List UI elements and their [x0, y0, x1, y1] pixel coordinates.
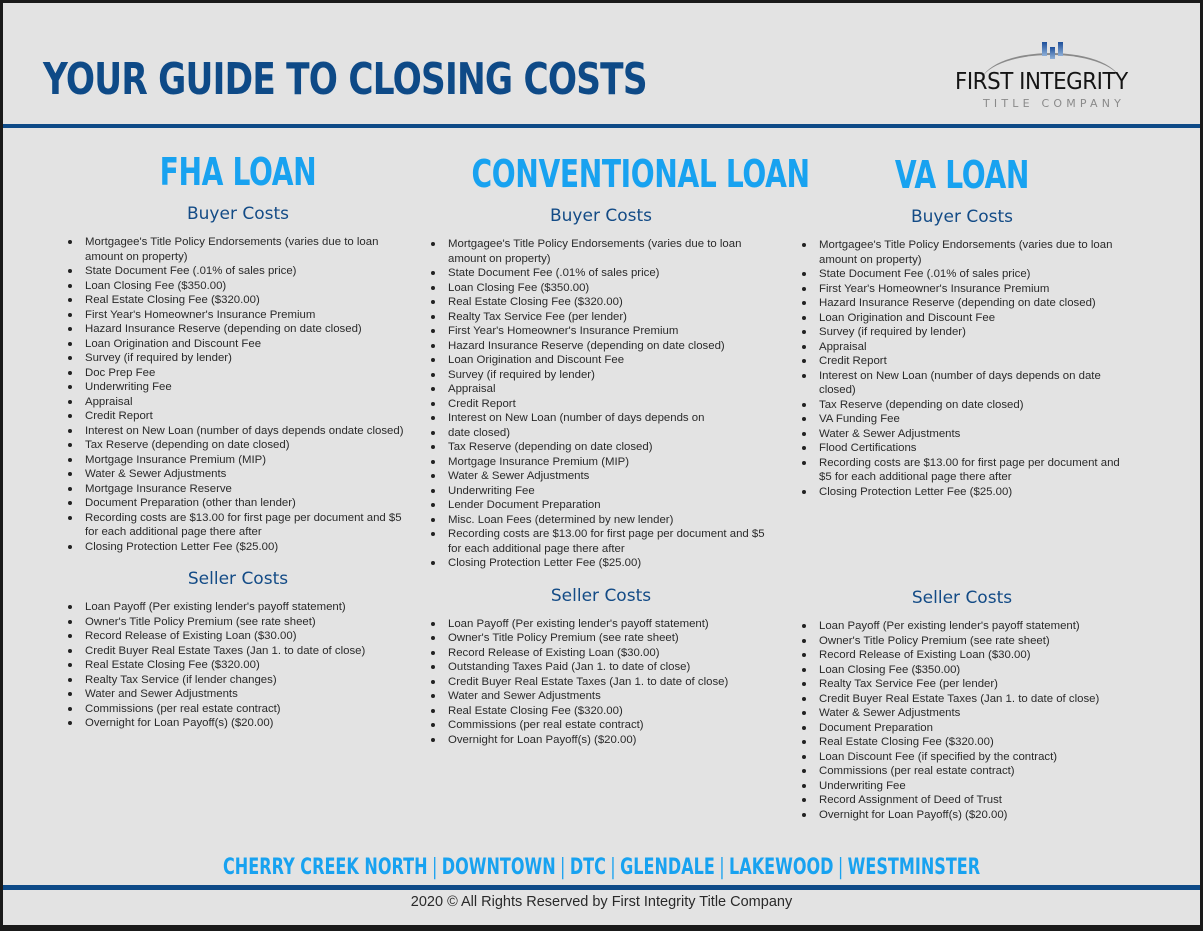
location-separator: | [837, 855, 844, 880]
list-item: Loan Discount Fee (if specified by the contract) [797, 750, 1127, 765]
list-item: Owner's Title Policy Premium (see rate sheet) [797, 634, 1127, 649]
list-item: Hazard Insurance Reserve (depending on date closed) [426, 339, 776, 354]
list-item: Lender Document Preparation [426, 498, 776, 513]
list-item: Credit Buyer Real Estate Taxes (Jan 1. to date of close) [797, 692, 1127, 707]
list-item: Tax Reserve (depending on date closed) [63, 438, 413, 453]
list-item: Loan Closing Fee ($350.00) [63, 279, 413, 294]
list-item: Loan Payoff (Per existing lender's payoff statement) [63, 600, 413, 615]
list-item: Document Preparation [797, 721, 1127, 736]
office-locations [3, 853, 1200, 883]
buyer-costs-heading: Buyer Costs [550, 206, 652, 226]
list-item: Real Estate Closing Fee ($320.00) [63, 293, 413, 308]
list-item: Misc. Loan Fees (determined by new lender) [426, 513, 776, 528]
page-title: YOUR GUIDE TO CLOSING COSTS [43, 54, 647, 105]
list-item: Mortgagee's Title Policy Endorsements (varies due to loan amount on property) [797, 238, 1127, 267]
buyer-costs-heading: Buyer Costs [911, 207, 1013, 227]
list-item: Loan Payoff (Per existing lender's payoff statement) [797, 619, 1127, 634]
list-item: Realty Tax Service (if lender changes) [63, 673, 413, 688]
list-item: Record Release of Existing Loan ($30.00) [426, 646, 776, 661]
list-item: Commissions (per real estate contract) [63, 702, 413, 717]
list-item: Credit Report [426, 397, 776, 412]
list-item: Appraisal [63, 395, 413, 410]
seller-costs-list [797, 619, 1127, 822]
list-item: Real Estate Closing Fee ($320.00) [426, 295, 776, 310]
list-item: Tax Reserve (depending on date closed) [426, 440, 776, 455]
list-item: Loan Origination and Discount Fee [426, 353, 776, 368]
list-item: Credit Report [797, 354, 1127, 369]
list-item: Interest on New Loan (number of days depends ondate closed) [63, 424, 413, 439]
office-location: LAKEWOOD [728, 855, 834, 880]
list-item: Owner's Title Policy Premium (see rate sheet) [426, 631, 776, 646]
header-divider [3, 124, 1200, 128]
list-item: State Document Fee (.01% of sales price) [63, 264, 413, 279]
office-location: DOWNTOWN [441, 855, 556, 880]
list-item: Mortgagee's Title Policy Endorsements (varies due to loan amount on property) [63, 235, 413, 264]
list-item: Owner's Title Policy Premium (see rate sheet) [63, 615, 413, 630]
loan-title-va: VA LOAN [894, 153, 1030, 197]
logo-company-subtitle: TITLE COMPANY [983, 97, 1126, 110]
buyer-costs-list [426, 237, 776, 571]
list-item: Record Release of Existing Loan ($30.00) [797, 648, 1127, 663]
list-item: Closing Protection Letter Fee ($25.00) [426, 556, 776, 571]
list-item: Commissions (per real estate contract) [797, 764, 1127, 779]
list-item: Water & Sewer Adjustments [63, 467, 413, 482]
location-separator: | [610, 855, 616, 880]
list-item: Credit Buyer Real Estate Taxes (Jan 1. to date of close) [426, 675, 776, 690]
list-item: Water & Sewer Adjustments [797, 427, 1127, 442]
list-item: Closing Protection Letter Fee ($25.00) [797, 485, 1127, 500]
list-item: Overnight for Loan Payoff(s) ($20.00) [426, 733, 776, 748]
seller-costs-list [63, 600, 413, 731]
list-item: Underwriting Fee [63, 380, 413, 395]
list-item: Document Preparation (other than lender) [63, 496, 413, 511]
list-item: Hazard Insurance Reserve (depending on date closed) [63, 322, 413, 337]
location-separator: | [719, 855, 725, 880]
seller-costs-heading: Seller Costs [911, 588, 1013, 608]
list-item: VA Funding Fee [797, 412, 1127, 427]
list-item: Record Assignment of Deed of Trust [797, 793, 1127, 808]
list-item: Survey (if required by lender) [426, 368, 776, 383]
list-item: Overnight for Loan Payoff(s) ($20.00) [63, 716, 413, 731]
seller-costs-list [426, 617, 776, 748]
list-item: Outstanding Taxes Paid (Jan 1. to date of close) [426, 660, 776, 675]
list-item: Underwriting Fee [426, 484, 776, 499]
list-item: Realty Tax Service Fee (per lender) [797, 677, 1127, 692]
column-fha-loan [63, 146, 413, 731]
list-item: Survey (if required by lender) [797, 325, 1127, 340]
list-item: First Year's Homeowner's Insurance Premium [63, 308, 413, 323]
list-item: date closed) [426, 426, 776, 441]
list-item: Mortgage Insurance Premium (MIP) [426, 455, 776, 470]
list-item: Loan Origination and Discount Fee [63, 337, 413, 352]
logo-building-icon [1042, 42, 1066, 62]
office-location: DTC [569, 855, 606, 880]
location-separator: | [431, 855, 438, 880]
list-item: Loan Payoff (Per existing lender's payoff statement) [426, 617, 776, 632]
list-item: Mortgagee's Title Policy Endorsements (varies due to loan amount on property) [426, 237, 776, 266]
office-location: GLENDALE [620, 855, 715, 880]
list-item: State Document Fee (.01% of sales price) [797, 267, 1127, 282]
seller-costs-heading: Seller Costs [187, 569, 289, 589]
list-item: First Year's Homeowner's Insurance Premium [797, 282, 1127, 297]
list-item: Closing Protection Letter Fee ($25.00) [63, 540, 413, 555]
column-conventional-loan [426, 148, 810, 747]
buyer-costs-heading: Buyer Costs [187, 204, 289, 224]
list-item: Recording costs are $13.00 for first page per document and $5 for each additional page there after [426, 527, 776, 556]
list-item: Hazard Insurance Reserve (depending on date closed) [797, 296, 1127, 311]
list-item: Commissions (per real estate contract) [426, 718, 776, 733]
list-item: First Year's Homeowner's Insurance Premium [426, 324, 776, 339]
list-item: Loan Closing Fee ($350.00) [797, 663, 1127, 678]
office-locations-list [223, 853, 980, 883]
list-item: Interest on New Loan (number of days depends on [426, 411, 776, 426]
list-item: Recording costs are $13.00 for first page per document and $5 for each additional page there after [63, 511, 413, 540]
list-item: Real Estate Closing Fee ($320.00) [797, 735, 1127, 750]
office-location: WESTMINSTER [847, 855, 981, 880]
list-item: Survey (if required by lender) [63, 351, 413, 366]
list-item: State Document Fee (.01% of sales price) [426, 266, 776, 281]
list-item: Real Estate Closing Fee ($320.00) [426, 704, 776, 719]
closing-costs-guide-page [3, 3, 1200, 925]
footer-divider [3, 885, 1200, 890]
buyer-costs-list [797, 238, 1127, 499]
list-item: Realty Tax Service Fee (per lender) [426, 310, 776, 325]
seller-costs-heading: Seller Costs [550, 585, 652, 606]
loan-title-fha: FHA LOAN [159, 150, 317, 194]
column-va-loan [797, 149, 1127, 822]
location-separator: | [559, 855, 566, 880]
list-item: Recording costs are $13.00 for first page per document and $5 for each additional page there after [797, 456, 1127, 485]
list-item: Loan Origination and Discount Fee [797, 311, 1127, 326]
list-item: Flood Certifications [797, 441, 1127, 456]
list-item: Credit Report [63, 409, 413, 424]
list-item: Underwriting Fee [797, 779, 1127, 794]
loan-title-conventional: CONVENTIONAL LOAN [471, 152, 810, 196]
list-item: Real Estate Closing Fee ($320.00) [63, 658, 413, 673]
copyright-text: 2020 © All Rights Reserved by First Integrity Title Company [410, 894, 793, 910]
list-item: Credit Buyer Real Estate Taxes (Jan 1. to date of close) [63, 644, 413, 659]
list-item: Water & Sewer Adjustments [426, 469, 776, 484]
company-logo [953, 39, 1153, 115]
list-item: Interest on New Loan (number of days depends on date closed) [797, 369, 1127, 398]
list-item: Mortgage Insurance Premium (MIP) [63, 453, 413, 468]
logo-company-name: FIRST INTEGRITY [955, 69, 1128, 95]
list-item: Appraisal [797, 340, 1127, 355]
list-item: Water and Sewer Adjustments [63, 687, 413, 702]
list-item: Appraisal [426, 382, 776, 397]
list-item: Water and Sewer Adjustments [426, 689, 776, 704]
list-item: Overnight for Loan Payoff(s) ($20.00) [797, 808, 1127, 823]
buyer-costs-list [63, 235, 413, 554]
list-item: Doc Prep Fee [63, 366, 413, 381]
office-location: CHERRY CREEK NORTH [222, 855, 428, 880]
list-item: Water & Sewer Adjustments [797, 706, 1127, 721]
list-item: Mortgage Insurance Reserve [63, 482, 413, 497]
list-item: Loan Closing Fee ($350.00) [426, 281, 776, 296]
list-item: Record Release of Existing Loan ($30.00) [63, 629, 413, 644]
list-item: Tax Reserve (depending on date closed) [797, 398, 1127, 413]
